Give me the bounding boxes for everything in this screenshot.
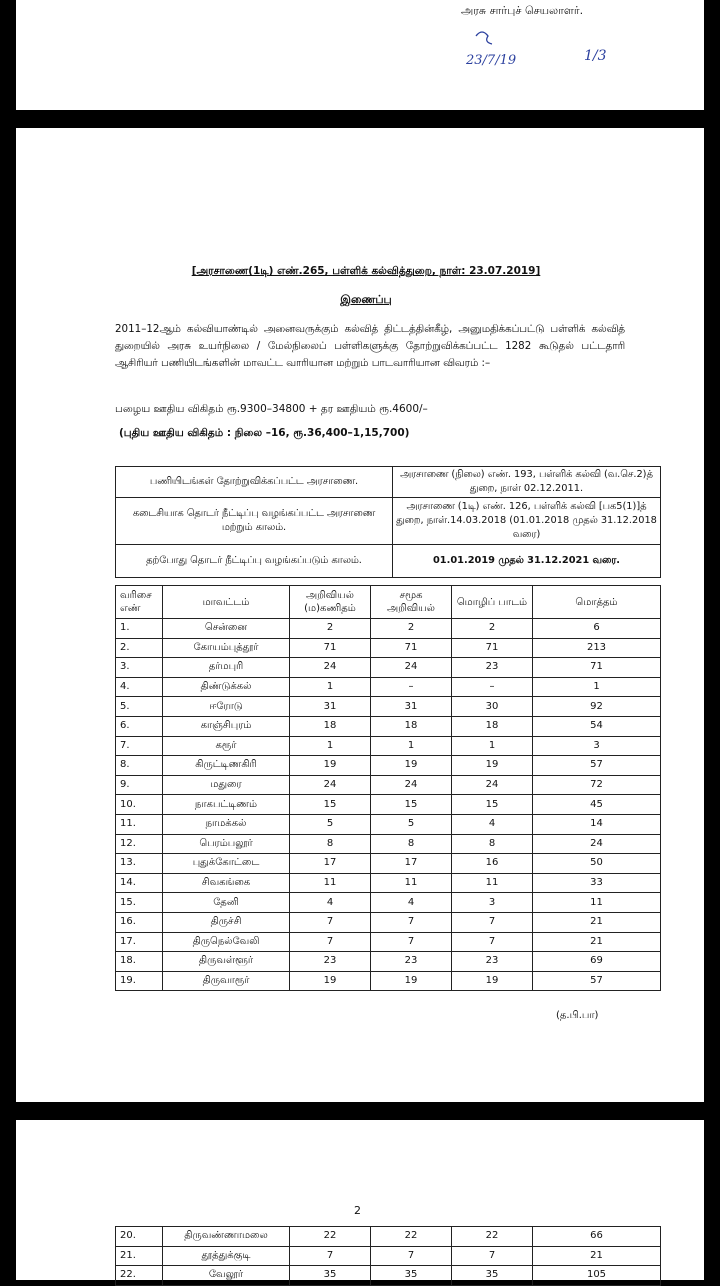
header-serial: வரிசை எண் bbox=[116, 586, 163, 619]
cell-serial: 19. bbox=[116, 971, 163, 991]
info-value: அரசாணை (1டி) எண். 126, பள்ளிக் கல்வி [பக5(1)]த் துறை, நாள்.14.03.2018 (01.01.2018 முதல் 31.12.2018 வரை) bbox=[393, 498, 661, 545]
cell-language: 3 bbox=[452, 893, 533, 913]
cell-total: 6 bbox=[533, 619, 661, 639]
handwritten-mark: 1/3 bbox=[584, 48, 607, 64]
cell-social-science: 22 bbox=[371, 1227, 452, 1247]
cell-serial: 5. bbox=[116, 697, 163, 717]
cell-science-maths: 18 bbox=[290, 716, 371, 736]
cell-language: 30 bbox=[452, 697, 533, 717]
cell-science-maths: 17 bbox=[290, 854, 371, 874]
cell-language: 7 bbox=[452, 1246, 533, 1266]
district-table-continued bbox=[115, 1226, 661, 1286]
cell-serial: 8. bbox=[116, 756, 163, 776]
annexure-heading: இணைப்பு bbox=[340, 293, 392, 306]
cell-science-maths: 19 bbox=[290, 756, 371, 776]
cell-total: 105 bbox=[533, 1266, 661, 1286]
cell-social-science: 23 bbox=[371, 952, 452, 972]
cell-total: 45 bbox=[533, 795, 661, 815]
cell-serial: 17. bbox=[116, 932, 163, 952]
cell-district: தேனி bbox=[163, 893, 290, 913]
cell-social-science: – bbox=[371, 677, 452, 697]
cell-science-maths: 19 bbox=[290, 971, 371, 991]
cell-science-maths: 23 bbox=[290, 952, 371, 972]
cell-science-maths: 5 bbox=[290, 814, 371, 834]
cell-language: 18 bbox=[452, 716, 533, 736]
cell-social-science: 1 bbox=[371, 736, 452, 756]
info-label: கடைசியாக தொடர் நீட்டிப்பு வழங்கப்பட்ட அரசாணை மற்றும் காலம். bbox=[116, 498, 393, 545]
cell-science-maths: 1 bbox=[290, 736, 371, 756]
cell-serial: 6. bbox=[116, 716, 163, 736]
cell-science-maths: 24 bbox=[290, 775, 371, 795]
cell-total: 33 bbox=[533, 873, 661, 893]
cell-social-science: 11 bbox=[371, 873, 452, 893]
cell-social-science: 8 bbox=[371, 834, 452, 854]
info-label: தற்போது தொடர் நீட்டிப்பு வழங்கப்படும் காலம். bbox=[116, 545, 393, 578]
cell-language: 4 bbox=[452, 814, 533, 834]
cell-total: 57 bbox=[533, 756, 661, 776]
table-row bbox=[116, 952, 661, 972]
cell-science-maths: 71 bbox=[290, 638, 371, 658]
table-row bbox=[116, 638, 661, 658]
cell-district: திருச்சி bbox=[163, 912, 290, 932]
cell-science-maths: 7 bbox=[290, 912, 371, 932]
cell-district: தர்மபுரி bbox=[163, 658, 290, 678]
cell-total: 66 bbox=[533, 1227, 661, 1247]
table-row bbox=[116, 873, 661, 893]
cell-social-science: 7 bbox=[371, 1246, 452, 1266]
cell-language: 24 bbox=[452, 775, 533, 795]
order-info-table bbox=[115, 466, 661, 578]
info-row bbox=[116, 545, 661, 578]
table-row bbox=[116, 854, 661, 874]
cell-district: திருவண்ணாமலை bbox=[163, 1227, 290, 1247]
cell-serial: 4. bbox=[116, 677, 163, 697]
cell-serial: 21. bbox=[116, 1246, 163, 1266]
cell-social-science: 17 bbox=[371, 854, 452, 874]
cell-district: திருவள்ளூர் bbox=[163, 952, 290, 972]
cell-total: 92 bbox=[533, 697, 661, 717]
description-paragraph: 2011–12ஆம் கல்வியாண்டில் அனைவருக்கும் கல்வித் திட்டத்தின்கீழ், அனுமதிக்கப்பட்டு பள்ளிக் கல்வித் துறையில் அரசு உயர்நிலை / மேல்நிலைப் பள்ளிகளுக்கு தோற்றுவிக்கப்பட்ட 1282 கூடுதல் பட்டதாரி ஆசிரியர் பணியிடங்களின் மாவட்ட வாரியான மற்றும் பாடவாரியான விவரம் :– bbox=[115, 323, 625, 369]
cell-serial: 16. bbox=[116, 912, 163, 932]
cell-district: கிருட்டிணகிரி bbox=[163, 756, 290, 776]
info-label: பணியிடங்கள் தோற்றுவிக்கப்பட்ட அரசாணை. bbox=[116, 467, 393, 498]
table-row bbox=[116, 756, 661, 776]
table-row bbox=[116, 1246, 661, 1266]
cell-social-science: 19 bbox=[371, 971, 452, 991]
cell-language: 7 bbox=[452, 932, 533, 952]
table-row bbox=[116, 971, 661, 991]
cell-social-science: 18 bbox=[371, 716, 452, 736]
cell-language: 11 bbox=[452, 873, 533, 893]
info-row bbox=[116, 467, 661, 498]
cell-district: பெரம்பலூர் bbox=[163, 834, 290, 854]
cell-total: 24 bbox=[533, 834, 661, 854]
cell-social-science: 31 bbox=[371, 697, 452, 717]
cell-language: – bbox=[452, 677, 533, 697]
cell-science-maths: 35 bbox=[290, 1266, 371, 1286]
cell-serial: 7. bbox=[116, 736, 163, 756]
cell-district: கோயம்புத்தூர் bbox=[163, 638, 290, 658]
table-row bbox=[116, 775, 661, 795]
cell-total: 3 bbox=[533, 736, 661, 756]
cell-language: 35 bbox=[452, 1266, 533, 1286]
cell-social-science: 15 bbox=[371, 795, 452, 815]
cell-social-science: 19 bbox=[371, 756, 452, 776]
document-page-3 bbox=[16, 1120, 704, 1280]
cell-serial: 13. bbox=[116, 854, 163, 874]
cell-district: கரூர் bbox=[163, 736, 290, 756]
cell-total: 72 bbox=[533, 775, 661, 795]
cell-total: 21 bbox=[533, 932, 661, 952]
cell-science-maths: 22 bbox=[290, 1227, 371, 1247]
cell-total: 54 bbox=[533, 716, 661, 736]
cell-science-maths: 24 bbox=[290, 658, 371, 678]
header-language: மொழிப் பாடம் bbox=[452, 586, 533, 619]
new-pay-scale: (புதிய ஊதிய விகிதம் : நிலை –16, ரூ.36,400–1,15,700) bbox=[119, 427, 410, 439]
table-row bbox=[116, 795, 661, 815]
cell-science-maths: 7 bbox=[290, 1246, 371, 1266]
cell-language: 8 bbox=[452, 834, 533, 854]
cell-social-science: 7 bbox=[371, 932, 452, 952]
cell-district: சிவகங்கை bbox=[163, 873, 290, 893]
cell-language: 23 bbox=[452, 952, 533, 972]
table-row bbox=[116, 619, 661, 639]
table-row bbox=[116, 677, 661, 697]
cell-district: ஈரோடு bbox=[163, 697, 290, 717]
cell-social-science: 24 bbox=[371, 775, 452, 795]
cell-language: 1 bbox=[452, 736, 533, 756]
cell-language: 23 bbox=[452, 658, 533, 678]
cell-serial: 22. bbox=[116, 1266, 163, 1286]
header-total: மொத்தம் bbox=[533, 586, 661, 619]
handwritten-date: 23/7/19 bbox=[466, 53, 517, 68]
cell-science-maths: 4 bbox=[290, 893, 371, 913]
cell-language: 7 bbox=[452, 912, 533, 932]
cell-district: தூத்துக்குடி bbox=[163, 1246, 290, 1266]
cell-serial: 2. bbox=[116, 638, 163, 658]
cell-district: நாமக்கல் bbox=[163, 814, 290, 834]
cell-language: 71 bbox=[452, 638, 533, 658]
table-row bbox=[116, 697, 661, 717]
cell-science-maths: 1 bbox=[290, 677, 371, 697]
cell-science-maths: 11 bbox=[290, 873, 371, 893]
cell-serial: 1. bbox=[116, 619, 163, 639]
header-social-science: சமூக அறிவியல் bbox=[371, 586, 452, 619]
district-table bbox=[115, 585, 661, 991]
cell-science-maths: 7 bbox=[290, 932, 371, 952]
cell-district: காஞ்சிபுரம் bbox=[163, 716, 290, 736]
table-row bbox=[116, 932, 661, 952]
cell-district: திருவாரூர் bbox=[163, 971, 290, 991]
cell-total: 71 bbox=[533, 658, 661, 678]
cell-district: புதுக்கோட்டை bbox=[163, 854, 290, 874]
table-row bbox=[116, 814, 661, 834]
cell-language: 19 bbox=[452, 971, 533, 991]
cell-serial: 18. bbox=[116, 952, 163, 972]
cell-language: 2 bbox=[452, 619, 533, 639]
cell-total: 21 bbox=[533, 1246, 661, 1266]
cell-serial: 12. bbox=[116, 834, 163, 854]
continued-note: (த.பி.பா) bbox=[556, 1010, 599, 1021]
cell-language: 16 bbox=[452, 854, 533, 874]
cell-science-maths: 15 bbox=[290, 795, 371, 815]
cell-district: சென்னை bbox=[163, 619, 290, 639]
document-page-1 bbox=[16, 0, 704, 110]
info-value: அரசாணை (நிலை) எண். 193, பள்ளிக் கல்வி (வ.செ.2)த் துறை, நாள் 02.12.2011. bbox=[393, 467, 661, 498]
cell-social-science: 24 bbox=[371, 658, 452, 678]
header-science-maths: அறிவியல் (ம)கணிதம் bbox=[290, 586, 371, 619]
cell-total: 57 bbox=[533, 971, 661, 991]
table-row bbox=[116, 1227, 661, 1247]
table-header-row bbox=[116, 586, 661, 619]
cell-science-maths: 31 bbox=[290, 697, 371, 717]
info-row bbox=[116, 498, 661, 545]
page-number: 2 bbox=[354, 1204, 361, 1217]
document-title: [அரசாணை(1டி) எண்.265, பள்ளிக் கல்வித்துறை, நாள்: 23.07.2019] bbox=[191, 265, 541, 277]
old-pay-scale: பழைய ஊதிய விகிதம் ரூ.9300–34800 + தர ஊதியம் ரூ.4600/– bbox=[115, 403, 428, 415]
cell-language: 19 bbox=[452, 756, 533, 776]
cell-total: 21 bbox=[533, 912, 661, 932]
cell-serial: 11. bbox=[116, 814, 163, 834]
cell-science-maths: 8 bbox=[290, 834, 371, 854]
handwritten-signature bbox=[466, 26, 616, 76]
cell-serial: 10. bbox=[116, 795, 163, 815]
cell-language: 15 bbox=[452, 795, 533, 815]
cell-serial: 3. bbox=[116, 658, 163, 678]
cell-serial: 15. bbox=[116, 893, 163, 913]
cell-social-science: 7 bbox=[371, 912, 452, 932]
cell-total: 1 bbox=[533, 677, 661, 697]
cell-language: 22 bbox=[452, 1227, 533, 1247]
cell-total: 50 bbox=[533, 854, 661, 874]
header-district: மாவட்டம் bbox=[163, 586, 290, 619]
cell-serial: 14. bbox=[116, 873, 163, 893]
cell-total: 213 bbox=[533, 638, 661, 658]
cell-district: திருநெல்வேலி bbox=[163, 932, 290, 952]
cell-district: வேலூர் bbox=[163, 1266, 290, 1286]
cell-district: திண்டுக்கல் bbox=[163, 677, 290, 697]
cell-social-science: 71 bbox=[371, 638, 452, 658]
cell-social-science: 2 bbox=[371, 619, 452, 639]
cell-social-science: 35 bbox=[371, 1266, 452, 1286]
table-row bbox=[116, 834, 661, 854]
document-page-2 bbox=[16, 128, 704, 1102]
cell-total: 11 bbox=[533, 893, 661, 913]
cell-total: 14 bbox=[533, 814, 661, 834]
cell-total: 69 bbox=[533, 952, 661, 972]
table-row bbox=[116, 912, 661, 932]
cell-social-science: 5 bbox=[371, 814, 452, 834]
cell-social-science: 4 bbox=[371, 893, 452, 913]
cell-serial: 9. bbox=[116, 775, 163, 795]
table-row bbox=[116, 658, 661, 678]
cell-science-maths: 2 bbox=[290, 619, 371, 639]
signatory-title: அரசு சார்புச் செயலாளர். bbox=[461, 4, 584, 17]
cell-district: மதுரை bbox=[163, 775, 290, 795]
cell-district: நாகபட்டிணம் bbox=[163, 795, 290, 815]
cell-serial: 20. bbox=[116, 1227, 163, 1247]
table-row bbox=[116, 736, 661, 756]
table-row bbox=[116, 893, 661, 913]
table-row bbox=[116, 716, 661, 736]
table-row bbox=[116, 1266, 661, 1286]
info-value: 01.01.2019 முதல் 31.12.2021 வரை. bbox=[393, 545, 661, 578]
